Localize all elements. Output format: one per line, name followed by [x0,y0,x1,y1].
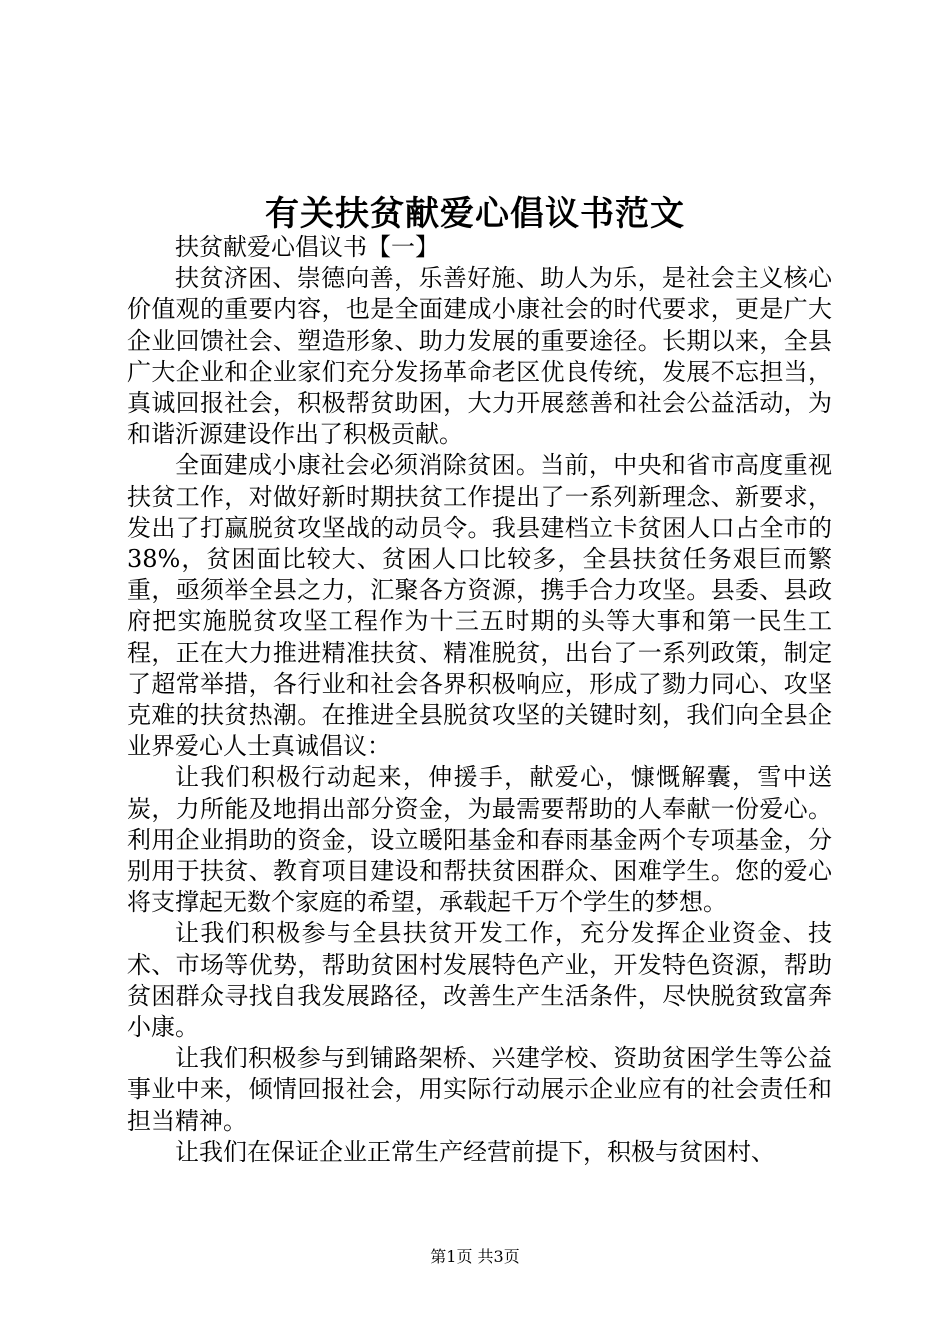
paragraph-4: 让我们积极参与全县扶贫开发工作，充分发挥企业资金、技术、市场等优势，帮助贫困村发展特色产业，开发特色资源，帮助贫困群众寻找自我发展路径，改善生产生活条件，尽快脱贫致富奔小康。 [127,919,832,1042]
paragraph-2: 全面建成小康社会必须消除贫困。当前，中央和省市高度重视扶贫工作，对做好新时期扶贫工作提出了一系列新理念、新要求，发出了打赢脱贫攻坚战的动员令。我县建档立卡贫困人口占全市的38%，贫困面比较大、贫困人口比较多，全县扶贫任务艰巨而繁重，亟须举全县之力，汇聚各方资源，携手合力攻坚。县委、县政府把实施脱贫攻坚工程作为十三五时期的头等大事和第一民生工程，正在大力推进精准扶贫、精准脱贫，出台了一系列政策，制定了超常举措，各行业和社会各界积极响应，形成了勠力同心、攻坚克难的扶贫热潮。在推进全县脱贫攻坚的关键时刻，我们向全县企业界爱心人士真诚倡议： [127,451,832,761]
section-heading: 扶贫献爱心倡议书【一】 [175,233,439,261]
document-body [127,232,832,1168]
page-footer: 第1页 共3页 [430,1247,520,1266]
paragraph-1: 扶贫济困、崇德向善，乐善好施、助人为乐，是社会主义核心价值观的重要内容，也是全面建成小康社会的时代要求，更是广大企业回馈社会、塑造形象、助力发展的重要途径。长期以来，全县广大企业和企业家们充分发扬革命老区优良传统，发展不忘担当，真诚回报社会，积极帮贫助困，大力开展慈善和社会公益活动，为和谐沂源建设作出了积极贡献。 [127,264,832,449]
document-title: 有关扶贫献爱心倡议书范文 [265,194,685,234]
paragraph-6: 让我们在保证企业正常生产经营前提下，积极与贫困村、 [175,1137,775,1166]
paragraph-3: 让我们积极行动起来，伸援手，献爱心，慷慨解囊，雪中送炭，力所能及地捐出部分资金，为最需要帮助的人奉献一份爱心。利用企业捐助的资金，设立暖阳基金和春雨基金两个专项基金，分别用于扶贫、教育项目建设和帮扶贫困群众、困难学生。您的爱心将支撑起无数个家庭的希望，承载起千万个学生的梦想。 [127,763,832,917]
paragraph-5: 让我们积极参与到铺路架桥、兴建学校、资助贫困学生等公益事业中来，倾情回报社会，用实际行动展示企业应有的社会责任和担当精神。 [127,1044,832,1135]
